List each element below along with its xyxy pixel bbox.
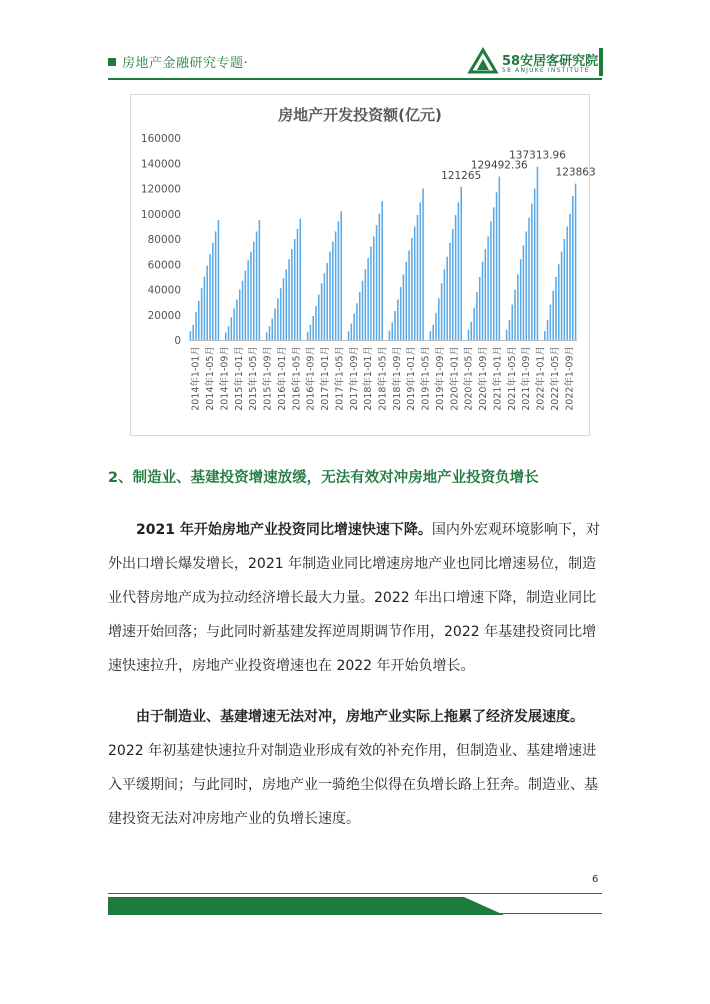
bar bbox=[490, 221, 492, 340]
bar bbox=[274, 308, 276, 340]
bar bbox=[335, 231, 337, 340]
bar bbox=[523, 245, 525, 340]
bar bbox=[373, 236, 375, 340]
paragraph-1-line-2: 外出口增长爆发增长，2021 年制造业同比增速房地产业也同比增速易位，制造 bbox=[108, 556, 597, 572]
bar bbox=[225, 332, 227, 340]
x-tick-label: 2016年1-01月 bbox=[276, 346, 288, 411]
bar bbox=[231, 317, 233, 340]
paragraph-2-lead: 由于制造业、基建增速无法对冲，房地产业实际上拖累了经济发展速度。 bbox=[136, 709, 584, 725]
x-tick-label: 2018年1-09月 bbox=[391, 346, 403, 411]
data-label: 129492.36 bbox=[470, 159, 528, 172]
bar bbox=[552, 291, 554, 340]
bar bbox=[566, 226, 568, 340]
bar bbox=[561, 252, 563, 340]
x-tick-label: 2016年1-05月 bbox=[291, 346, 303, 411]
bar bbox=[245, 271, 247, 340]
bar bbox=[338, 221, 340, 340]
bar bbox=[575, 184, 577, 340]
bar bbox=[381, 201, 383, 340]
bar bbox=[417, 215, 419, 340]
bar bbox=[422, 189, 424, 341]
bar bbox=[300, 219, 302, 340]
paragraph-1-line-4: 增速开始回落；与此同时新基建发挥逆周期调节作用，2022 年基建投资同比增 bbox=[108, 624, 597, 640]
bar bbox=[446, 257, 448, 340]
x-tick-label: 2021年1-01月 bbox=[492, 346, 504, 411]
logo bbox=[468, 48, 600, 76]
bar bbox=[291, 249, 293, 340]
bar bbox=[362, 281, 364, 340]
bar bbox=[400, 287, 402, 340]
bar bbox=[351, 324, 353, 340]
page-number: 6 bbox=[592, 874, 599, 885]
paragraph-1-line-3: 业代替房地产成为拉动经济增长最大力量。2022 年出口增速下降，制造业同比 bbox=[108, 590, 597, 606]
bar bbox=[376, 225, 378, 340]
bar bbox=[286, 269, 288, 340]
bar bbox=[236, 300, 238, 340]
bar bbox=[406, 262, 408, 340]
bar bbox=[411, 238, 413, 340]
bar bbox=[340, 211, 342, 340]
bar bbox=[509, 320, 511, 340]
logo-subtext: 58 ANJUKE INSTITUTE bbox=[502, 67, 590, 74]
bar bbox=[324, 273, 326, 340]
chart-canvas bbox=[131, 95, 596, 435]
bar bbox=[487, 236, 489, 340]
header-vertical-bar bbox=[599, 48, 603, 76]
bar bbox=[294, 239, 296, 340]
bar bbox=[253, 242, 255, 340]
bar bbox=[534, 189, 536, 341]
bar bbox=[389, 331, 391, 340]
bar bbox=[449, 243, 451, 340]
y-axis bbox=[141, 133, 181, 347]
bar bbox=[283, 278, 285, 340]
bar bbox=[435, 313, 437, 340]
y-tick-label: 40000 bbox=[147, 284, 181, 297]
bar bbox=[473, 308, 475, 340]
paragraph-2-line-2: 2022 年初基建快速拉升对制造业形成有效的补充作用，但制造业、基建增速进 bbox=[108, 743, 597, 759]
bar bbox=[397, 300, 399, 340]
x-axis bbox=[189, 341, 577, 411]
page-header bbox=[108, 46, 600, 78]
paragraph-1 bbox=[108, 513, 602, 683]
x-tick-label: 2018年1-05月 bbox=[377, 346, 389, 411]
bar bbox=[318, 295, 320, 340]
bar bbox=[312, 316, 314, 340]
y-tick-label: 0 bbox=[174, 335, 181, 347]
bar bbox=[517, 274, 519, 340]
bar bbox=[391, 322, 393, 340]
bar bbox=[348, 331, 350, 340]
bar bbox=[370, 247, 372, 340]
bar bbox=[288, 259, 290, 340]
header-square-icon bbox=[108, 58, 116, 66]
bar bbox=[212, 243, 214, 340]
bar bbox=[441, 283, 443, 340]
bar bbox=[198, 301, 200, 340]
paragraph-1-line-5: 速快速拉升，房地产业投资增速也在 2022 年开始负增长。 bbox=[108, 658, 475, 674]
y-tick-label: 100000 bbox=[140, 208, 181, 221]
bar bbox=[572, 196, 574, 340]
bar bbox=[218, 220, 220, 340]
y-tick-label: 60000 bbox=[147, 259, 181, 272]
bar bbox=[321, 283, 323, 340]
bar bbox=[506, 330, 508, 340]
bar bbox=[266, 332, 268, 340]
x-tick-label: 2015年1-01月 bbox=[233, 346, 245, 411]
bar bbox=[250, 252, 252, 340]
x-tick-label: 2021年1-05月 bbox=[506, 346, 518, 411]
bar bbox=[353, 313, 355, 340]
bar bbox=[259, 220, 261, 340]
bar bbox=[531, 204, 533, 340]
bar bbox=[479, 277, 481, 340]
bar bbox=[233, 308, 235, 340]
paragraph-1-line-1-rest: 国内外宏观环境影响下，对 bbox=[431, 522, 600, 538]
bar bbox=[247, 260, 249, 340]
y-tick-label: 160000 bbox=[140, 133, 181, 145]
bar bbox=[555, 277, 557, 340]
bar bbox=[430, 331, 432, 340]
y-tick-label: 20000 bbox=[147, 309, 181, 322]
x-tick-label: 2014年1-01月 bbox=[190, 346, 202, 411]
bar bbox=[256, 231, 258, 340]
investment-chart bbox=[130, 94, 596, 436]
bar bbox=[367, 258, 369, 340]
bar bbox=[365, 269, 367, 340]
bar bbox=[482, 262, 484, 340]
bar bbox=[359, 292, 361, 340]
header-divider bbox=[108, 78, 602, 80]
bar bbox=[514, 290, 516, 341]
x-tick-label: 2016年1-09月 bbox=[305, 346, 317, 411]
bar bbox=[310, 325, 312, 340]
x-tick-label: 2022年1-05月 bbox=[549, 346, 561, 411]
bar bbox=[476, 292, 478, 340]
logo-triangle-icon bbox=[468, 48, 498, 74]
bar bbox=[564, 239, 566, 340]
data-label: 137313.96 bbox=[509, 149, 566, 162]
bar bbox=[452, 229, 454, 340]
bar bbox=[215, 231, 217, 340]
bar bbox=[307, 332, 309, 340]
bar bbox=[228, 326, 230, 340]
bar bbox=[329, 252, 331, 340]
x-tick-label: 2017年1-05月 bbox=[334, 346, 346, 411]
x-tick-label: 2017年1-01月 bbox=[320, 346, 331, 411]
bar bbox=[356, 303, 358, 340]
bar bbox=[414, 226, 416, 340]
bar bbox=[520, 259, 522, 340]
x-tick-label: 2015年1-05月 bbox=[248, 346, 260, 411]
bar bbox=[485, 249, 487, 340]
bar bbox=[493, 207, 495, 340]
bar bbox=[499, 177, 501, 340]
bar bbox=[315, 306, 317, 340]
bar bbox=[379, 214, 381, 340]
paragraph-1-lead: 2021 年开始房地产业投资同比增速快速下降。 bbox=[136, 522, 432, 538]
bar bbox=[569, 214, 571, 340]
x-tick-label: 2020年1-01月 bbox=[449, 346, 461, 411]
bar bbox=[460, 187, 462, 340]
bar bbox=[458, 202, 460, 340]
bar bbox=[547, 320, 549, 340]
bar bbox=[394, 311, 396, 340]
bar bbox=[190, 331, 192, 340]
x-tick-label: 2014年1-09月 bbox=[219, 346, 231, 411]
x-tick-label: 2022年1-09月 bbox=[564, 346, 576, 411]
x-tick-label: 2020年1-05月 bbox=[463, 346, 475, 411]
bar bbox=[271, 319, 273, 340]
bar bbox=[195, 312, 197, 340]
bar bbox=[471, 322, 473, 340]
data-label: 121265 bbox=[441, 169, 482, 182]
bar bbox=[496, 192, 498, 340]
x-tick-label: 2019年1-01月 bbox=[406, 346, 418, 411]
y-tick-label: 120000 bbox=[140, 183, 181, 196]
bar bbox=[511, 305, 513, 340]
bar bbox=[239, 290, 241, 341]
x-tick-label: 2017年1-09月 bbox=[348, 346, 360, 411]
x-tick-label: 2019年1-09月 bbox=[435, 346, 446, 411]
bar bbox=[444, 269, 446, 340]
bar bbox=[192, 325, 194, 340]
bar bbox=[544, 331, 546, 340]
bar bbox=[277, 298, 279, 340]
bar bbox=[242, 281, 244, 340]
data-labels bbox=[441, 150, 595, 182]
footer-green-band bbox=[108, 893, 602, 919]
bar bbox=[468, 330, 470, 340]
header-title: 房地产金融研究专题· bbox=[122, 56, 249, 71]
bar bbox=[204, 277, 206, 340]
data-label: 123863 bbox=[555, 166, 596, 179]
paragraph-2-line-3: 入平缓期间；与此同时，房地产业一骑绝尘似得在负增长路上狂奔。制造业、基 bbox=[108, 777, 598, 793]
bar-series bbox=[190, 167, 577, 340]
y-tick-label: 140000 bbox=[140, 158, 181, 171]
x-tick-label: 2018年1-01月 bbox=[363, 346, 375, 411]
bar bbox=[280, 288, 282, 340]
bar bbox=[550, 305, 552, 340]
bar bbox=[558, 264, 560, 340]
x-tick-label: 2015年1-09月 bbox=[262, 346, 274, 411]
bar bbox=[408, 250, 410, 340]
section-heading: 2、制造业、基建投资增速放缓，无法有效对冲房地产业投资负增长 bbox=[108, 470, 539, 486]
y-tick-label: 80000 bbox=[147, 234, 181, 246]
paragraph-2 bbox=[108, 700, 602, 836]
bar bbox=[525, 231, 527, 340]
bar bbox=[201, 288, 203, 340]
chart-title: 房地产开发投资额(亿元) bbox=[278, 106, 442, 124]
bar bbox=[209, 254, 211, 340]
bar bbox=[297, 229, 299, 340]
bar bbox=[528, 218, 530, 340]
x-tick-label: 2014年1-05月 bbox=[205, 346, 217, 411]
bar bbox=[455, 215, 457, 340]
bar bbox=[438, 298, 440, 340]
bar bbox=[420, 202, 422, 340]
paragraph-2-line-4: 建投资无法对冲房地产业的负增长速度。 bbox=[108, 811, 360, 827]
bar bbox=[326, 263, 328, 340]
x-tick-label: 2021年1-09月 bbox=[521, 346, 533, 411]
x-tick-label: 2022年1-01月 bbox=[535, 346, 547, 411]
bar bbox=[537, 167, 539, 340]
x-tick-label: 2019年1-05月 bbox=[420, 346, 432, 411]
bar bbox=[403, 274, 405, 340]
logo-text: 58安居客研究院 bbox=[502, 54, 599, 69]
bar bbox=[206, 266, 208, 340]
bar bbox=[269, 326, 271, 340]
bar bbox=[432, 325, 434, 340]
bar bbox=[332, 242, 334, 340]
x-tick-label: 2020年1-09月 bbox=[478, 346, 490, 411]
paragraph-1-line-1 bbox=[108, 513, 602, 547]
